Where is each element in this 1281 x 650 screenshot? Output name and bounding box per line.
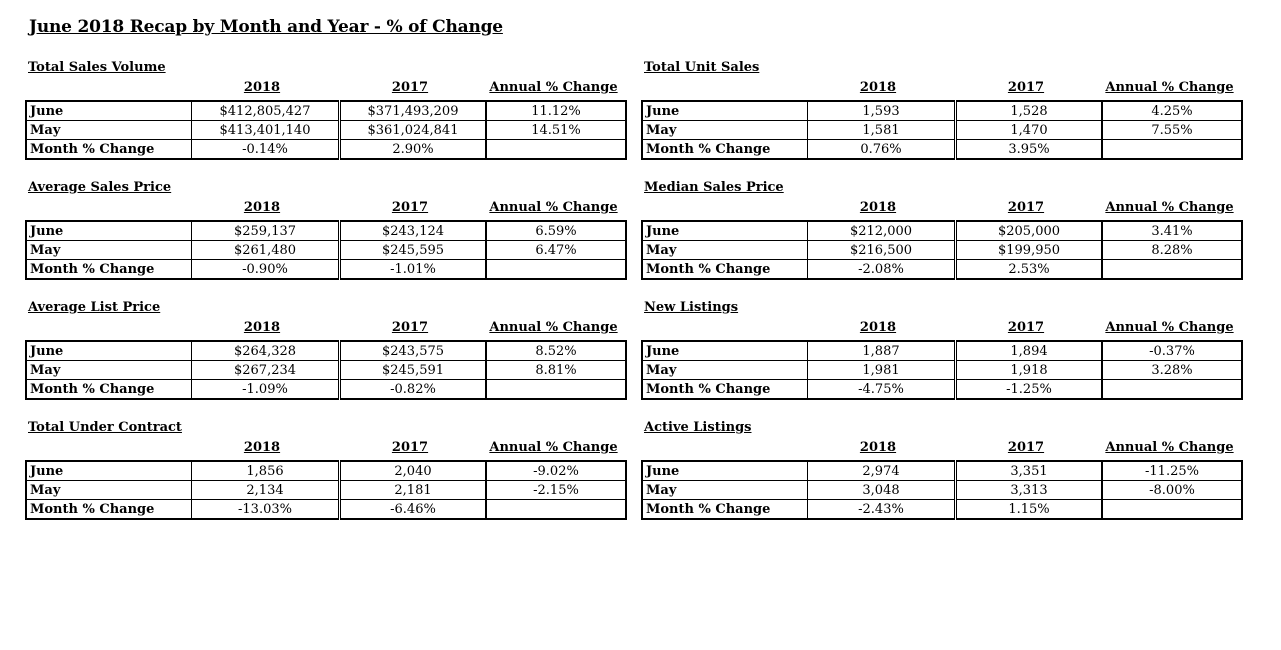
column-header-annual-change: [482, 200, 625, 220]
cell-2018: 1,887: [808, 341, 956, 361]
cell-2017: $371,493,209: [340, 101, 487, 121]
cell-annual-change: -8.00%: [1102, 481, 1242, 500]
column-header-label: 2018: [243, 320, 281, 335]
cell-annual-change: -2.15%: [486, 481, 626, 500]
column-header-label: Annual % Change: [489, 320, 618, 335]
column-header-label: 2017: [1007, 320, 1045, 335]
row-label: June: [642, 221, 808, 241]
cell-2018: 1,593: [808, 101, 956, 121]
column-header-label: Annual % Change: [1105, 440, 1234, 455]
column-header-annual-change: [1098, 200, 1241, 220]
column-header-label: 2018: [859, 200, 897, 215]
table-row-may: [642, 241, 1242, 260]
cell-annual-change: 7.55%: [1102, 121, 1242, 140]
cell-annual-change: 8.81%: [486, 361, 626, 380]
data-table: [641, 100, 1243, 160]
column-header-2018: [806, 440, 950, 460]
cell-annual-change: 11.12%: [486, 101, 626, 121]
row-label: June: [642, 101, 808, 121]
cell-2018: -2.08%: [808, 260, 956, 280]
table-row-month: [642, 260, 1242, 280]
column-header-label: 2018: [243, 440, 281, 455]
table-row-may: [26, 481, 626, 500]
section-title: Average List Price: [28, 300, 161, 315]
column-header-2017: [338, 200, 482, 220]
cell-annual-change: 3.28%: [1102, 361, 1242, 380]
column-header-2018: [806, 80, 950, 100]
cell-2017: 2,040: [340, 461, 487, 481]
data-table: [25, 220, 627, 280]
column-header-label: Annual % Change: [489, 80, 618, 95]
data-table: [641, 340, 1243, 400]
cell-annual-change: 6.59%: [486, 221, 626, 241]
data-table: [25, 460, 627, 520]
table-row-june: [26, 221, 626, 241]
cell-2018: $259,137: [192, 221, 340, 241]
column-header-annual-change: [1098, 320, 1241, 340]
cell-2018: $267,234: [192, 361, 340, 380]
table-row-month: [642, 500, 1242, 520]
column-header-label: Annual % Change: [1105, 200, 1234, 215]
cell-2017: $245,591: [340, 361, 487, 380]
cell-annual-change: -11.25%: [1102, 461, 1242, 481]
cell-annual-change: 14.51%: [486, 121, 626, 140]
section-title: Average Sales Price: [28, 180, 172, 195]
data-table: [641, 460, 1243, 520]
table-row-month: [26, 380, 626, 400]
cell-annual-change: 8.52%: [486, 341, 626, 361]
row-label: June: [26, 461, 192, 481]
column-header-2017: [954, 440, 1098, 460]
table-row-may: [642, 121, 1242, 140]
cell-2018: 1,581: [808, 121, 956, 140]
cell-annual-change: [486, 500, 626, 520]
column-header-2017: [338, 80, 482, 100]
cell-2018: 0.76%: [808, 140, 956, 160]
cell-2017: 2,181: [340, 481, 487, 500]
table-row-may: [642, 481, 1242, 500]
column-header-label: 2018: [859, 320, 897, 335]
row-label: Month % Change: [26, 380, 192, 400]
column-header-label: Annual % Change: [1105, 320, 1234, 335]
cell-2017: 1,894: [956, 341, 1103, 361]
cell-2018: 1,981: [808, 361, 956, 380]
column-header-2018: [806, 200, 950, 220]
column-header-label: Annual % Change: [489, 200, 618, 215]
row-label: Month % Change: [26, 500, 192, 520]
cell-annual-change: [486, 380, 626, 400]
table-row-month: [26, 260, 626, 280]
column-header-label: 2017: [391, 80, 429, 95]
column-header-label: 2017: [1007, 80, 1045, 95]
row-label: May: [26, 121, 192, 140]
section-title: Total Sales Volume: [28, 60, 166, 75]
cell-annual-change: 8.28%: [1102, 241, 1242, 260]
row-label: Month % Change: [642, 500, 808, 520]
row-label: May: [642, 481, 808, 500]
cell-2017: 1,528: [956, 101, 1103, 121]
cell-2018: $212,000: [808, 221, 956, 241]
cell-2018: 2,974: [808, 461, 956, 481]
cell-2017: $245,595: [340, 241, 487, 260]
column-header-annual-change: [482, 440, 625, 460]
cell-2018: -4.75%: [808, 380, 956, 400]
cell-2017: $205,000: [956, 221, 1103, 241]
column-header-2017: [954, 80, 1098, 100]
table-row-month: [26, 500, 626, 520]
cell-2017: -1.01%: [340, 260, 487, 280]
column-header-annual-change: [1098, 80, 1241, 100]
row-label: Month % Change: [642, 260, 808, 280]
column-header-annual-change: [482, 320, 625, 340]
cell-annual-change: 4.25%: [1102, 101, 1242, 121]
column-header-2018: [190, 440, 334, 460]
column-header-label: 2017: [1007, 440, 1045, 455]
row-label: June: [26, 341, 192, 361]
cell-annual-change: [486, 260, 626, 280]
row-label: June: [26, 221, 192, 241]
cell-2018: -13.03%: [192, 500, 340, 520]
column-header-label: 2018: [243, 80, 281, 95]
cell-2017: 3,313: [956, 481, 1103, 500]
cell-annual-change: [486, 140, 626, 160]
cell-2017: 3.95%: [956, 140, 1103, 160]
table-row-june: [642, 341, 1242, 361]
table-row-june: [642, 221, 1242, 241]
cell-2018: $261,480: [192, 241, 340, 260]
column-header-annual-change: [1098, 440, 1241, 460]
cell-2018: 2,134: [192, 481, 340, 500]
column-header-2017: [338, 320, 482, 340]
row-label: Month % Change: [642, 140, 808, 160]
row-label: Month % Change: [642, 380, 808, 400]
section-title: Total Under Contract: [28, 420, 182, 435]
cell-annual-change: [1102, 380, 1242, 400]
cell-2017: $361,024,841: [340, 121, 487, 140]
table-row-june: [26, 101, 626, 121]
cell-2018: $413,401,140: [192, 121, 340, 140]
table-row-june: [642, 461, 1242, 481]
section-title: New Listings: [644, 300, 739, 315]
cell-2018: $216,500: [808, 241, 956, 260]
cell-2018: -0.90%: [192, 260, 340, 280]
section-title: Total Unit Sales: [644, 60, 760, 75]
column-header-2018: [190, 200, 334, 220]
cell-2017: -6.46%: [340, 500, 487, 520]
table-row-month: [642, 140, 1242, 160]
row-label: May: [642, 241, 808, 260]
table-row-month: [642, 380, 1242, 400]
table-row-may: [26, 361, 626, 380]
table-row-may: [642, 361, 1242, 380]
cell-2018: -1.09%: [192, 380, 340, 400]
row-label: May: [26, 241, 192, 260]
column-header-2018: [806, 320, 950, 340]
cell-2018: -0.14%: [192, 140, 340, 160]
cell-annual-change: [1102, 500, 1242, 520]
cell-2017: 1.15%: [956, 500, 1103, 520]
cell-2017: $243,124: [340, 221, 487, 241]
cell-2017: 1,918: [956, 361, 1103, 380]
column-header-label: 2017: [391, 320, 429, 335]
table-row-june: [26, 341, 626, 361]
cell-annual-change: -9.02%: [486, 461, 626, 481]
cell-2018: -2.43%: [808, 500, 956, 520]
row-label: Month % Change: [26, 140, 192, 160]
column-header-label: 2018: [859, 440, 897, 455]
cell-2017: 2.90%: [340, 140, 487, 160]
row-label: Month % Change: [26, 260, 192, 280]
table-row-may: [26, 121, 626, 140]
cell-annual-change: 6.47%: [486, 241, 626, 260]
row-label: June: [642, 461, 808, 481]
column-header-label: 2018: [243, 200, 281, 215]
column-header-2017: [954, 200, 1098, 220]
column-header-label: Annual % Change: [1105, 80, 1234, 95]
cell-2017: 1,470: [956, 121, 1103, 140]
row-label: May: [26, 481, 192, 500]
data-table: [641, 220, 1243, 280]
cell-2017: $243,575: [340, 341, 487, 361]
cell-2018: 3,048: [808, 481, 956, 500]
column-header-2017: [338, 440, 482, 460]
section-title: Median Sales Price: [644, 180, 784, 195]
cell-2017: -1.25%: [956, 380, 1103, 400]
column-header-label: 2017: [391, 440, 429, 455]
cell-2018: 1,856: [192, 461, 340, 481]
cell-2017: -0.82%: [340, 380, 487, 400]
cell-annual-change: 3.41%: [1102, 221, 1242, 241]
row-label: May: [642, 361, 808, 380]
cell-annual-change: -0.37%: [1102, 341, 1242, 361]
column-header-label: 2017: [1007, 200, 1045, 215]
table-row-may: [26, 241, 626, 260]
cell-2018: $412,805,427: [192, 101, 340, 121]
page-title: June 2018 Recap by Month and Year - % of Change: [29, 17, 503, 37]
cell-2017: 2.53%: [956, 260, 1103, 280]
column-header-label: Annual % Change: [489, 440, 618, 455]
row-label: June: [642, 341, 808, 361]
data-table: [25, 340, 627, 400]
column-header-2017: [954, 320, 1098, 340]
column-header-label: 2018: [859, 80, 897, 95]
row-label: May: [642, 121, 808, 140]
cell-annual-change: [1102, 260, 1242, 280]
column-header-label: 2017: [391, 200, 429, 215]
table-row-june: [26, 461, 626, 481]
column-header-2018: [190, 320, 334, 340]
section-title: Active Listings: [644, 420, 752, 435]
cell-2017: $199,950: [956, 241, 1103, 260]
row-label: May: [26, 361, 192, 380]
row-label: June: [26, 101, 192, 121]
table-row-june: [642, 101, 1242, 121]
column-header-annual-change: [482, 80, 625, 100]
data-table: [25, 100, 627, 160]
cell-annual-change: [1102, 140, 1242, 160]
cell-2018: $264,328: [192, 341, 340, 361]
table-row-month: [26, 140, 626, 160]
cell-2017: 3,351: [956, 461, 1103, 481]
column-header-2018: [190, 80, 334, 100]
